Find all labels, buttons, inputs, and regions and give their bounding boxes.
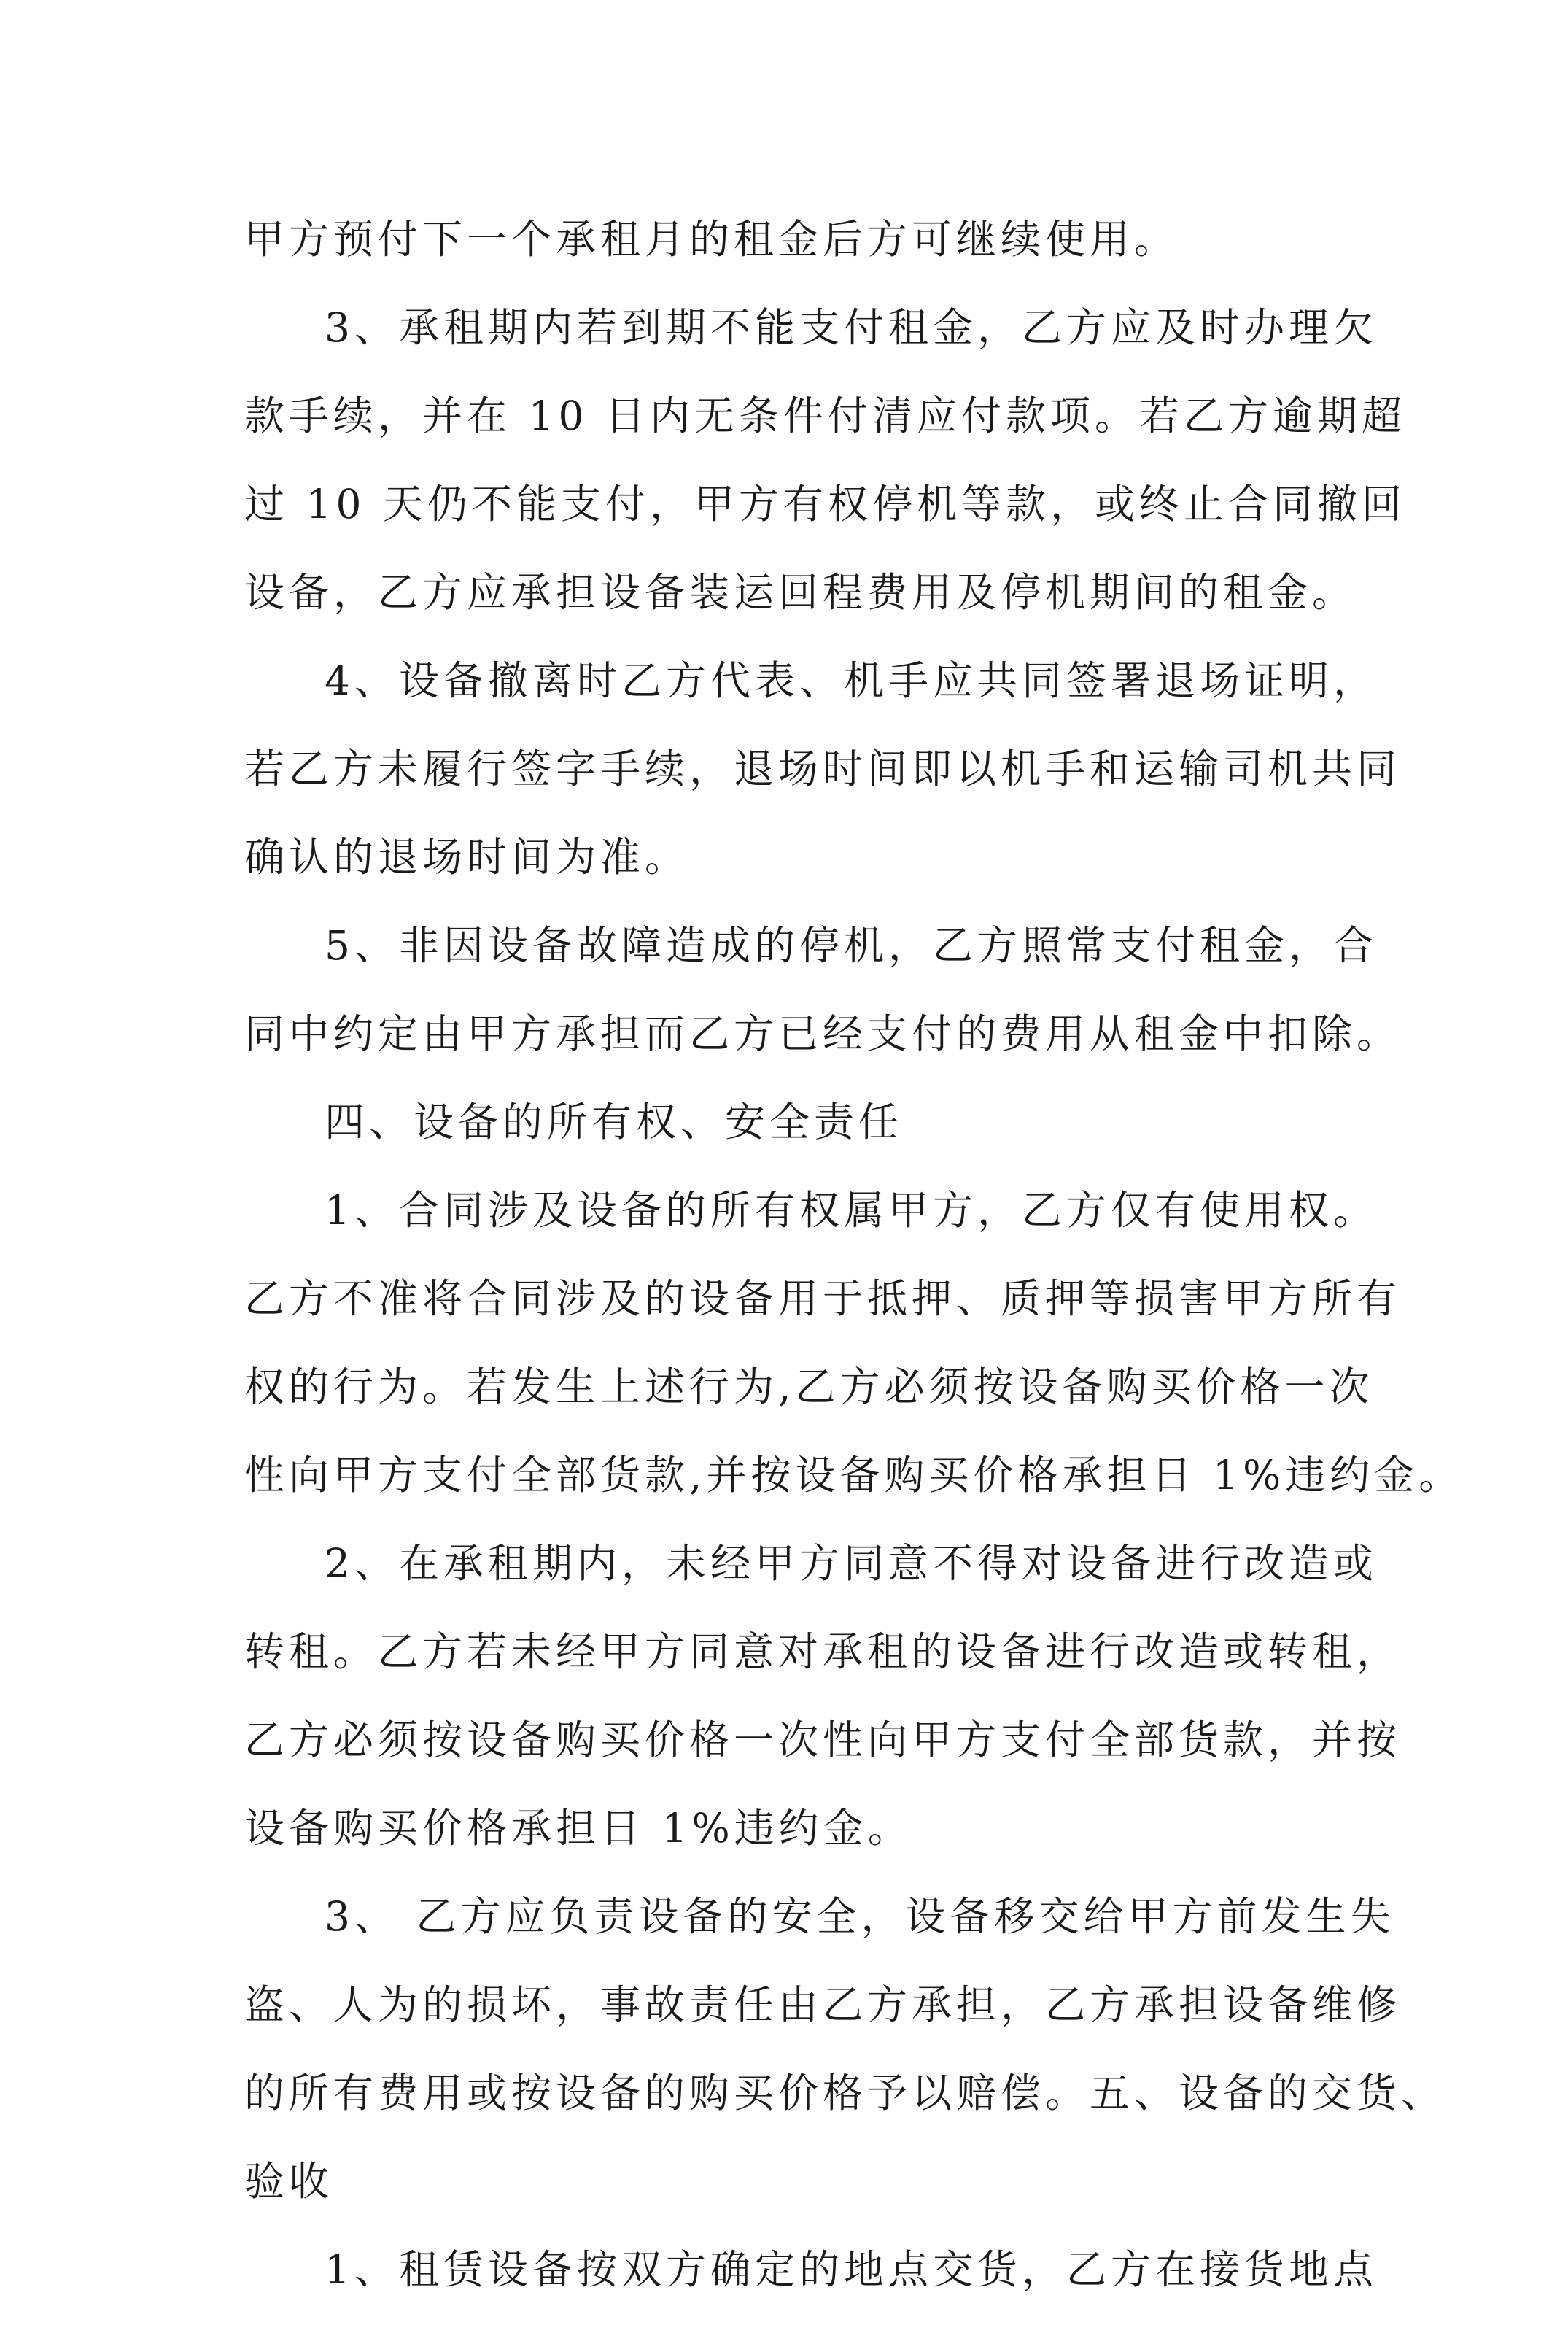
text-line-4: 过 10 天仍不能支付，甲方有权停机等款，或终止合同撤回 — [244, 481, 1406, 527]
text-line-23: 验收 — [244, 2158, 334, 2205]
text-line-22: 的所有费用或按设备的购买价格予以赔偿。五、设备的交货、 — [244, 2070, 1446, 2116]
paragraph-5-start: 5、非因设备故障造成的停机，乙方照常支付租金，合 — [325, 922, 1378, 969]
delivery-paragraph-1-start: 1、租赁设备按双方确定的地点交货，乙方在接货地点 — [325, 2246, 1378, 2293]
text-line-18: 乙方必须按设备购买价格一次性向甲方支付全部货款，并按 — [244, 1717, 1402, 1763]
text-line-17: 转租。乙方若未经甲方同意对承租的设备进行改造或转租， — [244, 1628, 1402, 1675]
text-line-10: 同中约定由甲方承担而乙方已经支付的费用从租金中扣除。 — [244, 1010, 1402, 1057]
section-four-heading: 四、设备的所有权、安全责任 — [325, 1099, 904, 1145]
paragraph-3-start: 3、承租期内若到期不能支付租金，乙方应及时办理欠 — [325, 304, 1378, 351]
text-line-5: 设备，乙方应承担设备装运回程费用及停机期间的租金。 — [244, 569, 1357, 616]
document-body — [244, 206, 1464, 2325]
paragraph-4-start: 4、设备撤离时乙方代表、机手应共同签署退场证明， — [325, 657, 1378, 704]
text-line-21: 盗、人为的损坏，事故责任由乙方承担，乙方承担设备维修 — [244, 1981, 1402, 2028]
text-line-7: 若乙方未履行签字手续，退场时间即以机手和运输司机共同 — [244, 746, 1402, 792]
text-line-3: 款手续，并在 10 日内无条件付清应付款项。若乙方逾期超 — [244, 392, 1406, 439]
text-line-15: 性向甲方支付全部货款,并按设备购买价格承担日 1%违约金。 — [244, 1452, 1464, 1498]
ownership-paragraph-1-start: 1、合同涉及设备的所有权属甲方，乙方仅有使用权。 — [325, 1187, 1378, 1234]
text-line-19: 设备购买价格承担日 1%违约金。 — [244, 1805, 912, 1852]
text-line-14: 权的行为。若发生上述行为,乙方必须按设备购买价格一次 — [244, 1363, 1374, 1410]
text-line-8: 确认的退场时间为准。 — [244, 834, 690, 881]
ownership-paragraph-2-start: 2、在承租期内，未经甲方同意不得对设备进行改造或 — [325, 1540, 1378, 1587]
text-line-13: 乙方不准将合同涉及的设备用于抵押、质押等损害甲方所有 — [244, 1275, 1402, 1322]
text-line-1: 甲方预付下一个承租月的租金后方可继续使用。 — [244, 216, 1179, 263]
ownership-paragraph-3-start: 3、 乙方应负责设备的安全，设备移交给甲方前发生失 — [325, 1893, 1395, 1940]
